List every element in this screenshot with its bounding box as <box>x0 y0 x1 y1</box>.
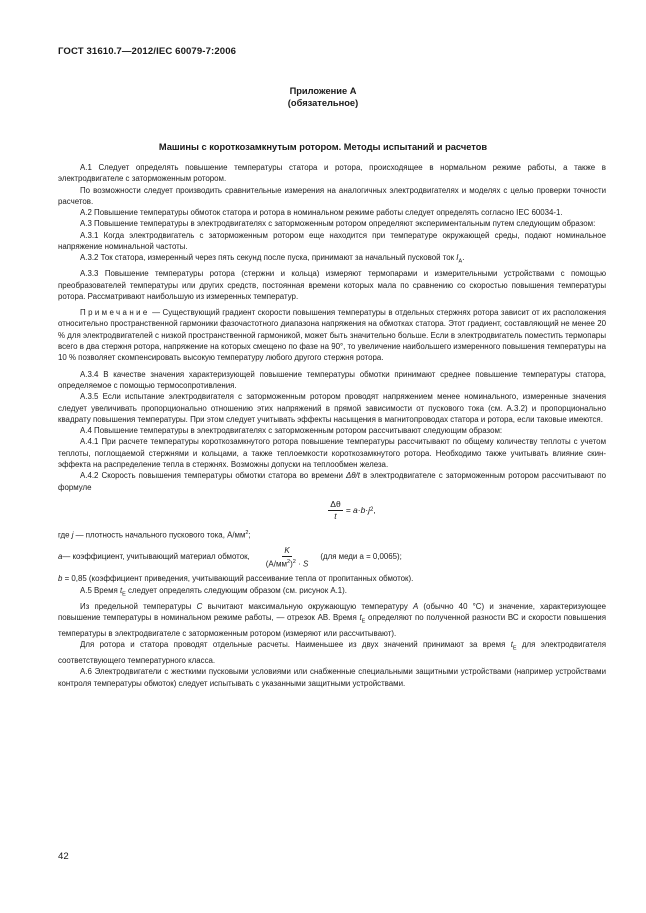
a5b-t: t <box>359 612 362 622</box>
where-j-exp: 2 <box>245 529 249 536</box>
standard-header: ГОСТ 31610.7—2012/IEC 60079-7:2006 <box>58 46 237 57</box>
paragraph-a34: А.3.4 В качестве значения характеризующей повышение температуры обмотки принимают среднее повышение температуры статора, определяемое с помощью термосопротивления. <box>58 369 606 390</box>
coef-a-note: (для меди a = 0,0065); <box>320 552 402 562</box>
coef-a-numerator: K <box>284 545 290 555</box>
paragraph-a2: А.2 Повышение температуры обмоток статора и ротора в номинальном режиме работы следует определять согласно IEC 60034-1. <box>80 208 563 218</box>
a5b-pre: Из предельной температуры <box>80 601 197 611</box>
coef-a-fraction <box>264 545 311 570</box>
paragraph-a1b: По возможности следует производить сравнительные измерения на аналогичных электродвигателях и моделях с целью проверки точности расчетов. <box>58 185 606 206</box>
section-title: Машины с короткозамкнутым ротором. Методы испытаний и расчетов <box>158 142 488 152</box>
paragraph-a3: А.3 Повышение температуры в электродвигателях с заторможенным ротором определяют экспериментальным путем следующим образом: <box>80 219 596 229</box>
formula-denominator: t <box>334 510 337 521</box>
paragraph-a5b <box>58 601 606 639</box>
coef-den-unit-exp: 2 <box>286 558 291 565</box>
appendix-status: (обязательное) <box>287 98 359 108</box>
a32-end: . <box>462 253 465 263</box>
where-j <box>58 528 606 541</box>
note-paragraph <box>58 307 606 363</box>
coef-den-tail: · S <box>295 559 309 569</box>
coef-a-var: a <box>58 552 63 562</box>
where-j-var: j <box>71 530 74 540</box>
coef-den-close: ) <box>290 559 293 569</box>
formula-rhs: = a·b·j <box>345 504 371 515</box>
paragraph-a1: А.1 Следует определять повышение температуры статора и ротора, происходящее в нормальном режиме работы, а также в электродвигателе с заторможенным ротором. <box>58 163 606 184</box>
paragraph-a5c <box>58 639 606 666</box>
where-j-text: — плотность начального пускового тока, А/мм <box>73 530 246 540</box>
paragraph-a33: А.3.3 Повышение температуры ротора (стержни и кольца) измеряют термопарами и измерительными устройствами с помощью преобразователей температуры или других средств, постоянная времени которых мала по сравнению со скоростью повышения температуры ротора. Рассматривают наибольшую из измеренных температур. <box>58 269 606 301</box>
a5b-mid2: (обычно 40 °C) и значение, характеризующее повышение температуры в номинальном режиме работы, — отрезок АВ. Время <box>58 601 606 622</box>
paragraph-a6: А.6 Электродвигатели с жесткими пусковыми условиями или снабженные специальными защитными устройствами (например устройствами контроля температуры обмоток) следует испытывать с указанными защитными устройствами. <box>58 667 606 688</box>
formula-temperature-rate <box>98 499 606 522</box>
a42-text: А.4.2 Скорость повышения температуры обмотки статора во времени <box>80 471 346 481</box>
appendix-label: Приложение А <box>289 86 357 96</box>
formula-end: , <box>373 504 376 515</box>
paragraph-a5 <box>58 585 606 601</box>
a42-var: Δθ/t <box>345 471 360 481</box>
paragraph-a41: А.4.1 При расчете температуры короткозамкнутого ротора повышение температуры рассчитывают по общему количеству теплоты с учетом теплоты, поглощаемой стержнями и кольцами, а также теплоемкости короткозамкнутого ротора. Необходимо также учитывать влияние скин-эффекта на распределение тепла в стержнях. Возможны допуски на теплообмен железа. <box>58 437 606 469</box>
coef-b-text: = 0,85 (коэффициент приведения, учитывающий рассеивание тепла от пропитанных обмоток). <box>62 574 414 584</box>
paragraph-a32 <box>58 252 606 268</box>
coef-b-line <box>58 573 606 584</box>
paragraph-a31: А.3.1 Когда электродвигатель с заторможенным ротором еще находится при температуре окружающей среды, подают номинальное напряжение номинальной частоты. <box>58 230 606 252</box>
paragraph-a4: А.4 Повышение температуры в электродвигателях с заторможенным ротором рассчитывают следующим образом: <box>80 426 503 436</box>
document-body <box>58 162 606 689</box>
note-text: — Существующий градиент скорости повышения температуры в отдельных стержнях ротора зависит от их расположения относительно пространственной гармоники фазочастотного диапазона напряжения на обмотках статора. Этот градиент, составляющий не менее 20 % для электродвигателей с низкой пространственной гармоникой, может быть значительно больше. Если в электродвигатель поместить термопары всего в два стержня ротора, напряжение на которых смещено по фазе на 90°, то увеличение наибольшего измеренного повышения температуры на 10 % позволяет скомпенсировать высокую температуру любого другого стержня ротора. <box>58 308 606 363</box>
a5-sub: E <box>122 591 126 598</box>
a5-post: следует определять следующим образом (см. рисунок А.1). <box>125 585 347 595</box>
a5-var: t <box>119 585 123 595</box>
a5c-t: t <box>510 640 513 650</box>
where-j-end: ; <box>248 530 251 540</box>
a32-text: А.3.2 Ток статора, измеренный через пять секунд после пуска, принимают за начальный пусковой ток <box>80 253 457 263</box>
coef-a-text: — коэффициент, учитывающий материал обмоток, <box>62 552 250 562</box>
a5b-c: C <box>196 601 203 611</box>
where-j-pre: где <box>58 530 72 540</box>
a5c-tsub: E <box>512 645 517 652</box>
coef-den-unit: (А/мм <box>265 559 287 569</box>
a5-pre: А.5 Время <box>80 585 120 595</box>
appendix-heading <box>0 85 646 109</box>
a5b-tsub: E <box>361 618 366 625</box>
a5c-post: для электродвигателя соответствующего температурного класса. <box>58 640 606 665</box>
paragraph-a35: А.3.5 Если испытание электродвигателя с заторможенным ротором проводят напряжением менее номинального, измеренные значения следует увеличивать пропорционально отношению этих напряжений в прямой зависимости от пускового тока (см. А.3.2) и пропорционально квадрату повышения температуры. При этом следует учитывать эффекты насыщения в магнитопроводах статора и ротора, если таковые имеются. <box>58 392 606 424</box>
a5b-mid1: вычитают максимальную окружающую температуру <box>202 601 413 611</box>
formula-numerator: Δθ <box>330 498 341 509</box>
formula-fraction <box>328 499 342 522</box>
note-label: Примечание <box>80 308 150 318</box>
coef-a-line <box>58 545 606 570</box>
page-number: 42 <box>58 851 69 862</box>
a5b-post: определяют по полученной разности ВС и скорости повышения температуры в электродвигателе с заторможенным ротором (измеряют или рассчитывают). <box>58 612 606 638</box>
a42-end: в электродвигателе с заторможенным ротором рассчитывают по формуле <box>58 471 606 492</box>
a5c-pre: Для ротора и статора проводят отдельные расчеты. Наименьшее из двух значений принимают за время <box>80 640 511 650</box>
a5b-a: A <box>412 601 419 611</box>
a32-var: I <box>456 253 459 263</box>
a32-sub: А <box>458 258 463 265</box>
coef-a-denominator <box>264 557 311 570</box>
coef-b-var: b <box>58 574 63 584</box>
formula-exponent: 2 <box>370 506 374 513</box>
paragraph-a42 <box>58 470 606 493</box>
coef-den-exp: 2 <box>292 558 296 565</box>
